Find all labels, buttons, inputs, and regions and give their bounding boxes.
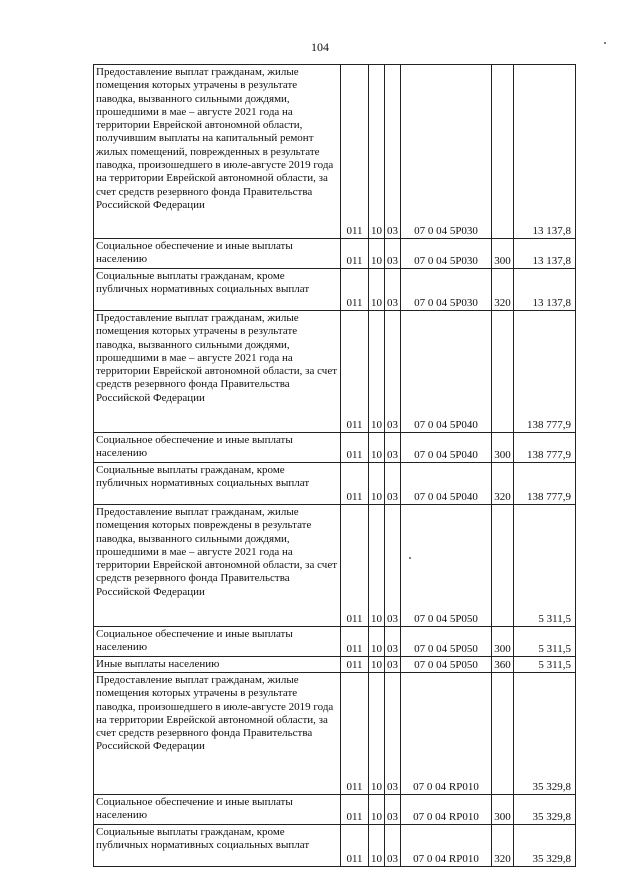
table-row [94, 463, 576, 505]
cell-cs: 07 0 04 5P040 [401, 311, 492, 433]
table-row [94, 657, 576, 673]
cell-sum: 13 137,8 [514, 269, 576, 311]
cell-name: Предоставление выплат гражданам, жилые помещения которых утрачены в результате паводка, произошедшего в июле-августе 2019 года на территории Еврейской автономной области, за счет средств резервного фонда Правительства Российской Федерации [94, 673, 341, 795]
cell-pr: 03 [385, 463, 401, 505]
table-row [94, 627, 576, 657]
cell-sum: 5 311,5 [514, 627, 576, 657]
scan-speck [409, 557, 411, 559]
cell-cs: 07 0 04 5P050 [401, 657, 492, 673]
cell-rz: 10 [369, 627, 385, 657]
table-row [94, 269, 576, 311]
cell-rz: 10 [369, 239, 385, 269]
cell-pr: 03 [385, 433, 401, 463]
cell-cs: 07 0 04 5P050 [401, 627, 492, 657]
cell-name: Иные выплаты населению [94, 657, 341, 673]
cell-vr [492, 673, 514, 795]
cell-rz: 10 [369, 825, 385, 867]
page-number: 104 [311, 40, 329, 54]
table-row [94, 795, 576, 825]
cell-ved: 011 [341, 311, 369, 433]
cell-cs: 07 0 04 RP010 [401, 673, 492, 795]
cell-rz: 10 [369, 505, 385, 627]
cell-cs: 07 0 04 5P030 [401, 239, 492, 269]
cell-rz: 10 [369, 433, 385, 463]
cell-vr: 360 [492, 657, 514, 673]
cell-vr: 300 [492, 239, 514, 269]
cell-ved: 011 [341, 825, 369, 867]
cell-name: Социальные выплаты гражданам, кроме публичных нормативных социальных выплат [94, 463, 341, 505]
cell-rz: 10 [369, 311, 385, 433]
cell-pr: 03 [385, 795, 401, 825]
cell-cs: 07 0 04 5P030 [401, 65, 492, 239]
cell-cs: 07 0 04 RP010 [401, 825, 492, 867]
cell-sum: 35 329,8 [514, 795, 576, 825]
cell-sum: 5 311,5 [514, 505, 576, 627]
cell-rz: 10 [369, 795, 385, 825]
cell-pr: 03 [385, 825, 401, 867]
table-row [94, 311, 576, 433]
cell-name: Социальные выплаты гражданам, кроме публичных нормативных социальных выплат [94, 825, 341, 867]
scan-speck [604, 42, 606, 44]
cell-ved: 011 [341, 269, 369, 311]
cell-name: Предоставление выплат гражданам, жилые помещения которых утрачены в результате паводка, вызванного сильными дождями, прошедшими в мае – августе 2021 года на территории Еврейской автономной области, за счет средств резервного фонда Правительства Российской Федерации [94, 311, 341, 433]
cell-vr: 320 [492, 463, 514, 505]
cell-sum: 13 137,8 [514, 239, 576, 269]
cell-ved: 011 [341, 673, 369, 795]
cell-name: Предоставление выплат гражданам, жилые помещения которых повреждены в результате паводка, вызванного сильными дождями, прошедшими в мае – августе 2021 года на территории Еврейской автономной области, за счет средств резервного фонда Правительства Российской Федерации [94, 505, 341, 627]
cell-name: Социальное обеспечение и иные выплаты населению [94, 239, 341, 269]
table-row [94, 65, 576, 239]
cell-name: Социальное обеспечение и иные выплаты населению [94, 627, 341, 657]
cell-ved: 011 [341, 239, 369, 269]
cell-rz: 10 [369, 463, 385, 505]
cell-rz: 10 [369, 673, 385, 795]
cell-cs: 07 0 04 RP010 [401, 795, 492, 825]
table-row [94, 239, 576, 269]
table-row [94, 433, 576, 463]
cell-ved: 011 [341, 795, 369, 825]
table-row [94, 673, 576, 795]
cell-ved: 011 [341, 657, 369, 673]
cell-cs: 07 0 04 5P050 [401, 505, 492, 627]
cell-rz: 10 [369, 269, 385, 311]
cell-pr: 03 [385, 505, 401, 627]
cell-vr: 300 [492, 433, 514, 463]
cell-pr: 03 [385, 657, 401, 673]
cell-ved: 011 [341, 433, 369, 463]
cell-sum: 35 329,8 [514, 825, 576, 867]
cell-ved: 011 [341, 65, 369, 239]
cell-pr: 03 [385, 65, 401, 239]
cell-pr: 03 [385, 673, 401, 795]
budget-table [93, 64, 576, 867]
cell-vr: 300 [492, 627, 514, 657]
cell-vr: 320 [492, 825, 514, 867]
table-row [94, 825, 576, 867]
cell-sum: 138 777,9 [514, 433, 576, 463]
cell-rz: 10 [369, 65, 385, 239]
cell-pr: 03 [385, 627, 401, 657]
cell-sum: 138 777,9 [514, 311, 576, 433]
cell-sum: 5 311,5 [514, 657, 576, 673]
cell-vr [492, 505, 514, 627]
cell-pr: 03 [385, 269, 401, 311]
cell-ved: 011 [341, 627, 369, 657]
cell-sum: 35 329,8 [514, 673, 576, 795]
cell-vr [492, 311, 514, 433]
cell-sum: 138 777,9 [514, 463, 576, 505]
cell-rz: 10 [369, 657, 385, 673]
cell-vr [492, 65, 514, 239]
cell-cs: 07 0 04 5P030 [401, 269, 492, 311]
cell-sum: 13 137,8 [514, 65, 576, 239]
cell-name: Социальное обеспечение и иные выплаты населению [94, 795, 341, 825]
cell-name: Предоставление выплат гражданам, жилые помещения которых утрачены в результате паводка, вызванного сильными дождями, прошедшими в мае – августе 2021 года на территории Еврейской автономной области, получившим выплаты на капитальный ремонт жилых помещений, поврежденных в результате паводка, произошедшего в июле-августе 2019 года на территории Еврейской автономной области, за счет средств резервного фонда Правительства Российской Федерации [94, 65, 341, 239]
table-row [94, 505, 576, 627]
cell-ved: 011 [341, 463, 369, 505]
cell-ved: 011 [341, 505, 369, 627]
cell-pr: 03 [385, 239, 401, 269]
cell-vr: 300 [492, 795, 514, 825]
cell-cs: 07 0 04 5P040 [401, 463, 492, 505]
cell-cs: 07 0 04 5P040 [401, 433, 492, 463]
cell-vr: 320 [492, 269, 514, 311]
cell-pr: 03 [385, 311, 401, 433]
cell-name: Социальное обеспечение и иные выплаты населению [94, 433, 341, 463]
cell-name: Социальные выплаты гражданам, кроме публичных нормативных социальных выплат [94, 269, 341, 311]
